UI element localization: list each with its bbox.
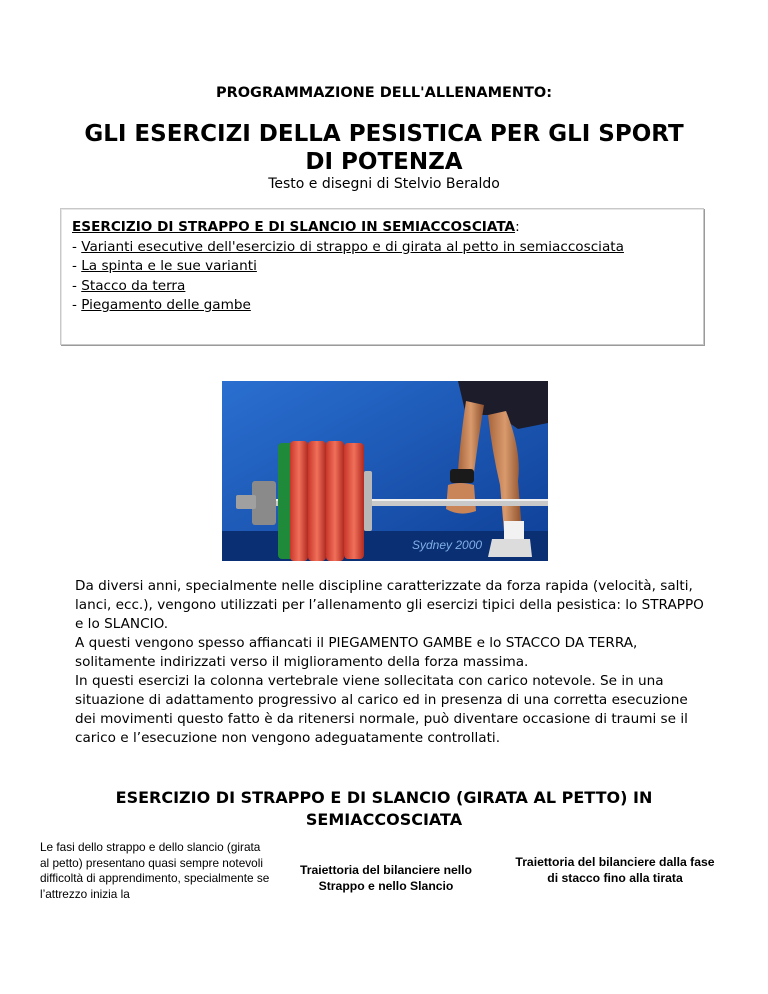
toc-link-piegamento[interactable]: Piegamento delle gambe [81, 297, 251, 313]
photo-watermark: Sydney 2000 [412, 538, 483, 552]
toc-bullet: - [72, 297, 82, 313]
section-title: ESERCIZIO DI STRAPPO E DI SLANCIO (GIRATA AL PETTO) IN SEMIACCOSCIATA [115, 788, 653, 829]
toc-link-stacco[interactable]: Stacco da terra [81, 277, 186, 294]
toc-bullet: - [72, 258, 82, 274]
figure-caption-strappo-slancio: Traiettoria del bilanciere nello Strappo e nello Slancio [299, 863, 473, 893]
page-kicker: PROGRAMMAZIONE DELL'ALLENAMENTO: [215, 85, 553, 101]
weightlifting-photo [222, 381, 548, 561]
page-title: GLI ESERCIZI DELLA PESISTICA PER GLI SPORT DI POTENZA [84, 121, 684, 175]
toc-item [72, 277, 703, 297]
toc-item [72, 296, 703, 316]
intro-paragraph: In questi esercizi la colonna vertebrale viene sollecitata con carico notevole. Se in una situazione di adattamento progressivo al carico ed in presenza di una corretta esecuzione dei movimenti questo fatto è da ritenersi normale, può diventare occasione di traumi se il carico e l’esecuzione non vengono adeguatamente controllati. [75, 673, 688, 746]
table-of-contents [60, 208, 704, 345]
section-body-text: Le fasi dello strappo e dello slancio (girata al petto) presentano quasi sempre notevoli difficoltà di apprendimento, specialmente se l’attrezzo inizia la [40, 840, 270, 901]
intro-paragraph: A questi vengono spesso affiancati il PIEGAMENTO GAMBE e lo STACCO DA TERRA, solitamente indirizzati verso il miglioramento della forza massima. [75, 635, 638, 670]
toc-item [72, 238, 703, 258]
toc-bullet: - [72, 277, 82, 294]
toc-link-spinta[interactable]: La spinta e le sue varianti [81, 258, 257, 274]
toc-bullet: - [72, 238, 82, 255]
weightlifter-illustration [222, 381, 548, 561]
toc-link-varianti[interactable]: Varianti esecutive dell'esercizio di strappo e di girata al petto in semiaccosciata [81, 238, 624, 255]
toc-heading-colon: : [515, 219, 520, 235]
byline: Testo e disegni di Stelvio Beraldo [268, 176, 500, 192]
toc-heading-link[interactable]: ESERCIZIO DI STRAPPO E DI SLANCIO IN SEMIACCOSCIATA [72, 219, 516, 235]
intro-paragraph: Da diversi anni, specialmente nelle discipline caratterizzate da forza rapida (velocità, salti, lanci, ecc.), vengono utilizzati per l’allenamento gli esercizi tipici della pesistica: lo STRAPPO e lo SLANCIO. [75, 578, 704, 632]
toc-item [72, 257, 703, 277]
intro-text [75, 577, 705, 748]
toc-heading-line [72, 218, 703, 238]
figure-caption-stacco-tirata: Traiettoria del bilanciere dalla fase di stacco fino alla tirata [515, 855, 715, 885]
